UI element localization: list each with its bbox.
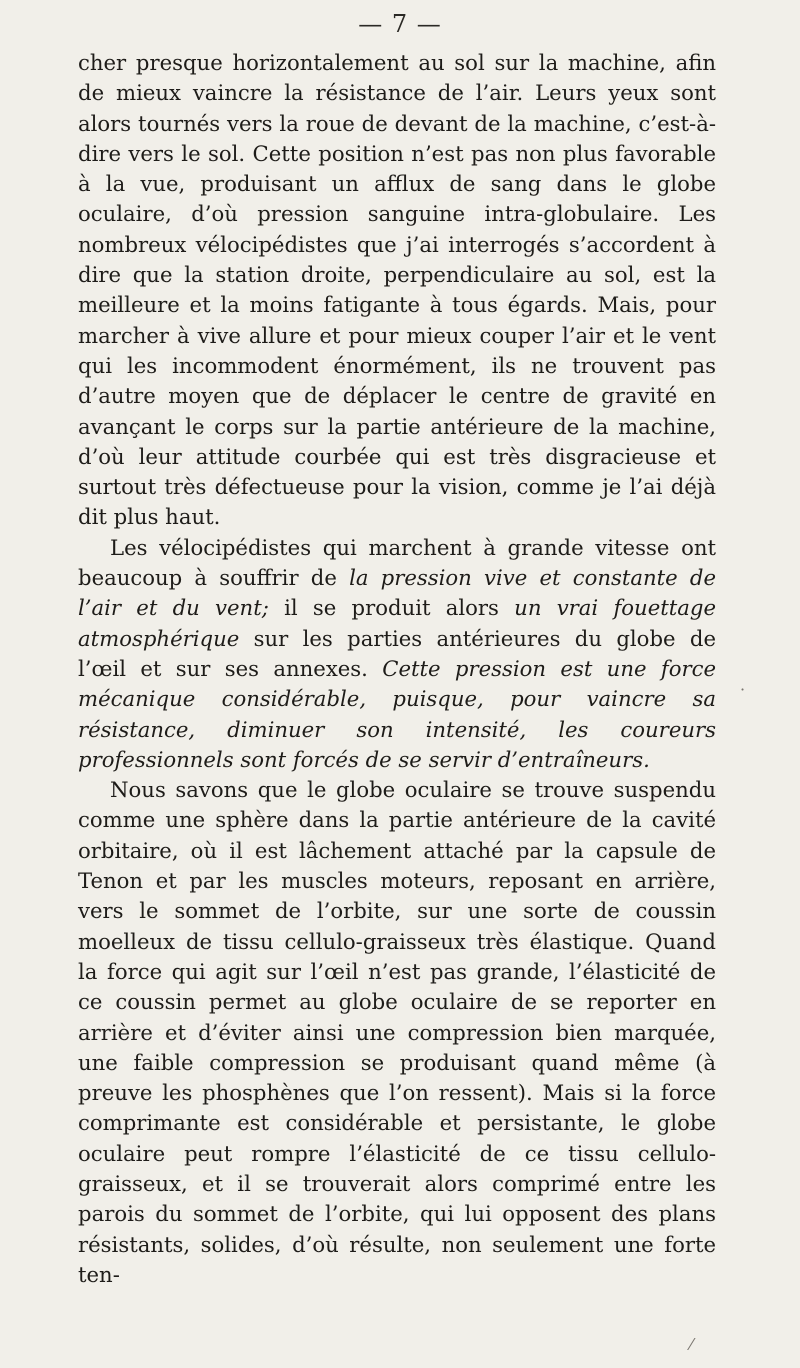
paragraph-2-italic-2: un vrai fouettage atmosphérique bbox=[78, 595, 717, 651]
paragraph-2-italic-3: Cette pression est une force mécanique considérable, puisque, pour vaincre sa résistance, diminuer son intensité, les coureurs professionnels sont forcés de se servir d’entraîneurs. bbox=[78, 655, 716, 772]
paragraph-1 bbox=[78, 48, 716, 533]
paragraph-2 bbox=[78, 533, 716, 775]
paragraph-2-text-2: il se produit alors bbox=[268, 595, 515, 621]
margin-mark: · bbox=[740, 680, 746, 699]
paragraph-2-text-1: Les vélocipédistes qui marchent à grande vitesse ont beaucoup à souffrir de bbox=[78, 534, 716, 591]
corner-mark: ⁄ bbox=[690, 1335, 693, 1354]
page-number: — 7 — bbox=[358, 10, 442, 38]
paragraph-2-text-3: sur les parties antérieures du globe de l’œil et sur ses annexes. bbox=[78, 625, 716, 681]
paragraph-3-text: Nous savons que le globe oculaire se trouve suspendu comme une sphère dans la partie antérieure de la cavité orbitaire, où il est lâchement attaché par la capsule de Tenon et par les muscles moteurs, reposant en arrière, vers le sommet de l’orbite, sur une sorte de coussin moelleux de tissu cellulo-graisseux très élastique. Quand la force qui agit sur l’œil n’est pas grande, l’élasticité de ce coussin permet au globe oculaire de se reporter en arrière et d’éviter ainsi une compression bien marquée, une faible compression se produisant quand même (à preuve les phosphènes que l’on ressent). Mais si la force comprimante est considérable et persistante, le globe oculaire peut rompre l’élasticité de ce tissu cellulo-graisseux, et il se trouverait alors comprimé entre les parois du sommet de l’orbite, qui lui opposent des plans résistants, solides, d’où résulte, non seulement une forte ten- bbox=[78, 777, 716, 1287]
paragraph-2-italic-1: la pression vive et constante de l’air et du vent; bbox=[78, 565, 716, 621]
paragraph-1-text: cher presque horizontalement au sol sur la machine, afin de mieux vaincre la résistance de l’air. Leurs yeux sont alors tournés vers la roue de devant de la machine, c’est-à-dire vers le sol. Cette position n’est pas non plus favorable à la vue, produisant un afflux de sang dans le globe oculaire, d’où pression sanguine intra-globulaire. Les nombreux vélocipédistes que j’ai interrogés s’accordent à dire que la station droite, perpendiculaire au sol, est la meilleure et la moins fatigante à tous égards. Mais, pour marcher à vive allure et pour mieux couper l’air et le vent qui les incommodent énormément, ils ne trouvent pas d’autre moyen que de déplacer le centre de gravité en avançant le corps sur la partie antérieure de la machine, d’où leur attitude courbée qui est très disgracieuse et surtout très défectueuse pour la vision, comme je l’ai déjà dit plus haut. bbox=[78, 50, 716, 530]
body-text bbox=[78, 48, 716, 1290]
paragraph-3 bbox=[78, 775, 716, 1290]
